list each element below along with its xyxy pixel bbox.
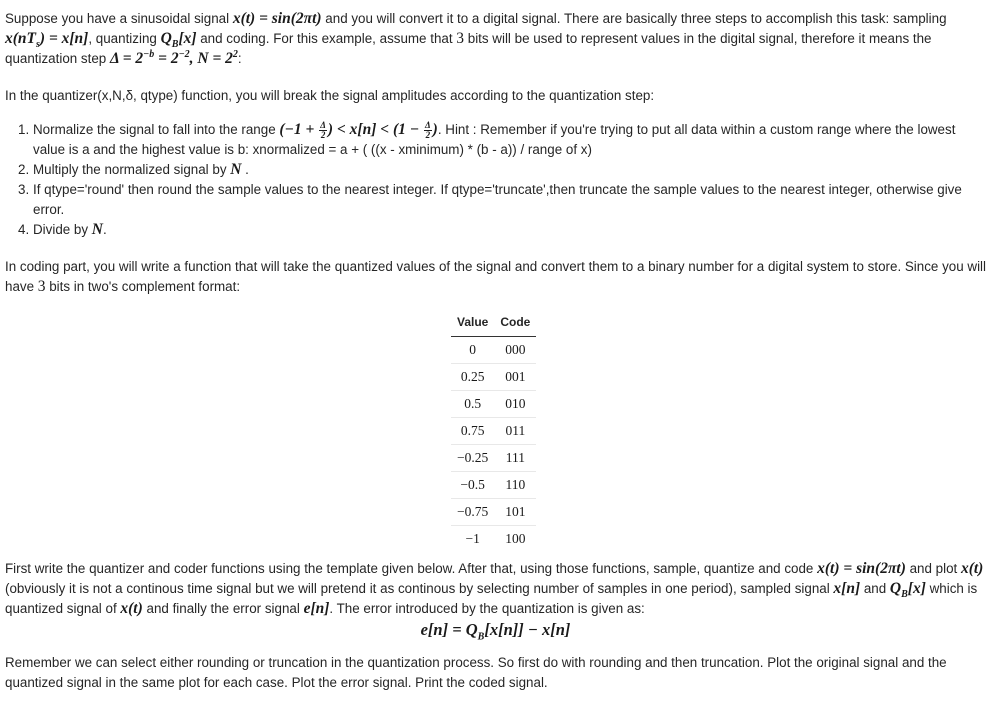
table-row: 0.75 011 bbox=[451, 418, 536, 445]
bit-count: 3 bbox=[37, 278, 46, 295]
error-equation: $e[n] = Q_B[x[n]] - x[n]$ bbox=[420, 620, 571, 643]
table-row: 0.5 010 bbox=[451, 391, 536, 418]
range-formula: (−1 + $\frac{\Delta}{2}$ ) < x[n] < (1 − $\frac{\Delta}{2}$ ) bbox=[279, 119, 438, 140]
table-row: −0.75 101 bbox=[451, 499, 536, 526]
table-row: −1 100 bbox=[465, 531, 526, 546]
table-row: 0.25 001 bbox=[451, 364, 536, 391]
intro-text-4: and coding. For this example, assume that bbox=[196, 31, 457, 46]
list-item: 2. Multiply the normalized signal by N . bbox=[18, 161, 249, 178]
intro-text-3: , quantizing bbox=[88, 31, 161, 46]
instructions-paragraph: First write the quantizer and coder functions using the template given below. After that, using those functions, sample, quantize and code x(t) = sin(2πt) and plot x(t) (obviously it is not a continous time signal but we will pretend it as continous by selecting number of samples in one period), sampled signal x[n] and $Q_B[x]$ which is quantized signal of x(t) and finally the error signal e[n]. The error introduced by the quantization is given as: bbox=[5, 560, 984, 617]
list-item: 3. If qtype='round' then round the sample values to the nearest integer. If qtype='truncate',then truncate the sample values to the nearest integer, otherwise give error. bbox=[18, 182, 962, 217]
table-row: −0.5 110 bbox=[451, 472, 536, 499]
table-row: 0 000 bbox=[451, 337, 536, 364]
bit-count: 3 bbox=[456, 30, 465, 47]
list-item: 4. Divide by N. bbox=[18, 221, 107, 238]
intro-text-2: and you will convert it to a digital signal. There are basically three steps to accomplish this task: sampling bbox=[321, 11, 947, 26]
table-header-row bbox=[451, 312, 536, 337]
quantizer-intro: In the quantizer(x,N,δ, qtype) function, you will break the signal amplitudes according to the quantization step: bbox=[5, 88, 655, 103]
quantizing-formula: $Q_B[x]$ bbox=[160, 30, 197, 51]
code-header: Code bbox=[494, 312, 536, 337]
quantization-step-formula: $\Delta = 2^{-b} = 2^{-2}$, $N = 2^2$ bbox=[109, 48, 238, 67]
sampling-formula: $x(nT_s) = x[n]$ bbox=[5, 30, 89, 51]
signal-formula: x(t) = sin(2πt) bbox=[817, 560, 906, 577]
value-code-table bbox=[451, 312, 536, 552]
closing-paragraph: Remember we can select either rounding or truncation in the quantization process. So first do with rounding and then truncation. Plot the original signal and the quantized signal in the same plot for each case. Plot the error signal. Print the coded signal. bbox=[5, 655, 947, 690]
value-header: Value bbox=[451, 312, 494, 337]
list-item: 1. Normalize the signal to fall into the range (−1 + $\frac{\Delta}{2}$ ) < x[n] < (1 − $\frac{\Delta}{2}$ ). Hint : Remember if you're trying to put all data within a custom range where the lowest value is a and the highest value is b: xnormalized = a + ( ((x - xminimum) * (b - a)) / range of x) bbox=[18, 119, 956, 157]
coding-paragraph: In coding part, you will write a function that will take the quantized values of the signal and convert them to a binary number for a digital system to store. Since you will have 3 bits in two's complement format: bbox=[5, 259, 987, 295]
intro-text-1: Suppose you have a sinusoidal signal bbox=[5, 11, 233, 26]
table-row: −0.25 111 bbox=[451, 445, 536, 472]
signal-formula: x(t) = sin(2πt) bbox=[232, 10, 322, 27]
intro-text-5: bits will be used to represent values in the digital signal, therefore it means the quantization step bbox=[5, 31, 932, 66]
intro-paragraph: Suppose you have a sinusoidal signal x(t) = sin(2πt) and you will convert it to a digital signal. There are basically three steps to accomplish this task: sampling $x(nT_s) = x[n]$, quantizing $Q_B[x]$ and coding. For this example, assume that 3 bits will be used to represent values in the digital signal, therefore it means the quantization step $\Delta = 2^{-b} = 2^{-2}$, $N = 2^2$: bbox=[5, 10, 947, 67]
steps-list bbox=[18, 119, 985, 240]
